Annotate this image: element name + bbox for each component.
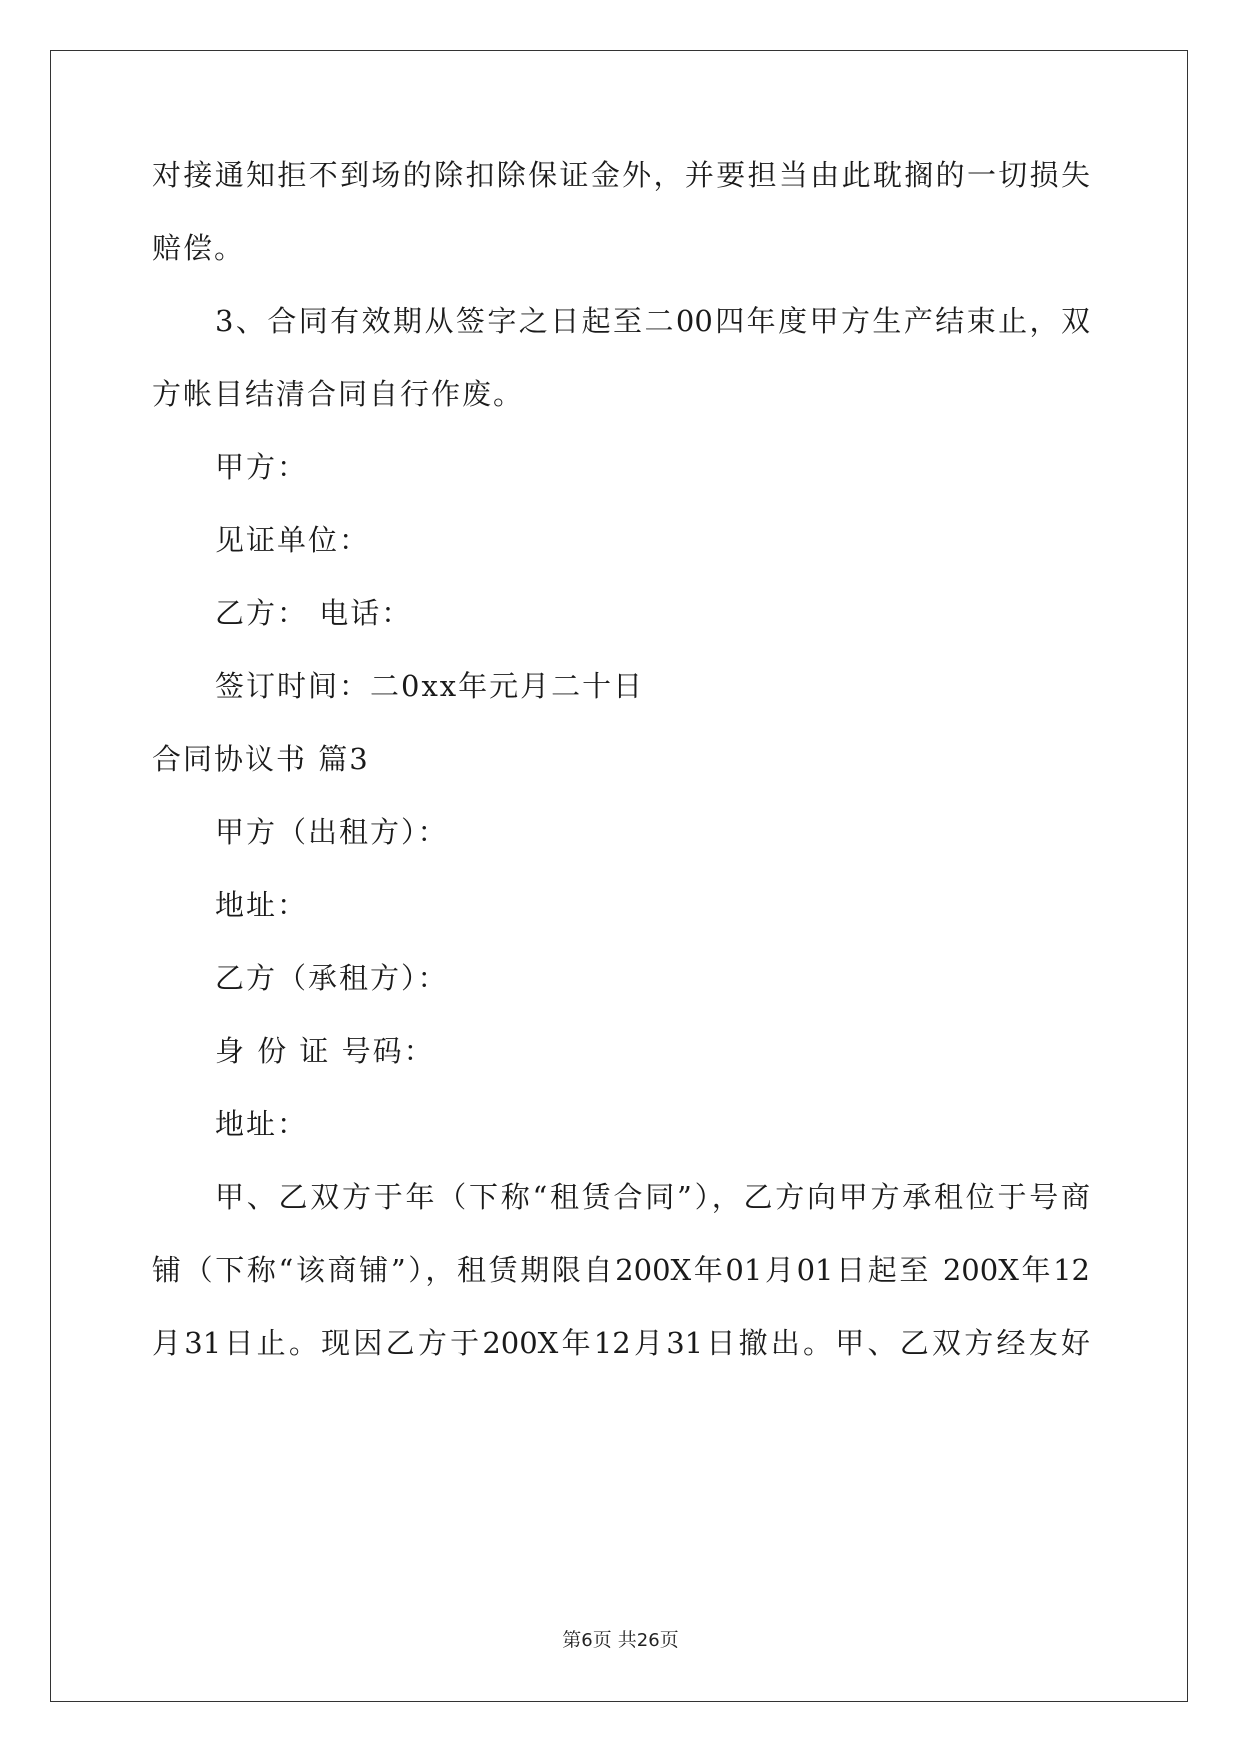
page-footer <box>0 1628 1241 1653</box>
lessor-address-label: 地址： <box>215 888 309 922</box>
signature-party-a: 甲方： <box>215 450 309 484</box>
text-line-2: 赔偿。 <box>152 231 246 265</box>
text-line-16: 铺（下称“该商铺”），租赁期限自200X年01月01日起至 200X年12 <box>152 1253 1090 1287</box>
signature-party-b-phone: 乙方： 电话： <box>215 596 413 630</box>
lessor-label: 甲方（出租方）： <box>215 815 449 849</box>
lessee-address-label: 地址： <box>215 1107 309 1141</box>
section-heading: 合同协议书 篇3 <box>152 742 370 776</box>
footer-page-number: 6 <box>581 1630 593 1651</box>
text-line-1: 对接通知拒不到场的除扣除保证金外，并要担当由此耽搁的一切损失 <box>152 158 1090 192</box>
footer-prefix: 第 <box>562 1629 582 1651</box>
id-number-label: 身 份 证 号码： <box>215 1034 435 1068</box>
page-border <box>50 50 1188 1702</box>
lessee-label: 乙方（承租方）： <box>215 961 449 995</box>
footer-total-pages: 26 <box>636 1630 660 1651</box>
footer-suffix: 页 <box>659 1629 679 1651</box>
text-line-15: 甲、乙双方于年（下称“租赁合同”），乙方向甲方承租位于号商 <box>215 1180 1090 1214</box>
signing-date: 签订时间：二0xx年元月二十日 <box>215 669 645 703</box>
text-line-3: 3、合同有效期从签字之日起至二00四年度甲方生产结束止，双 <box>215 304 1090 338</box>
signature-witness: 见证单位： <box>215 523 371 557</box>
text-line-17: 月31日止。现因乙方于200X年12月31日撤出。甲、乙双方经友好 <box>152 1326 1090 1360</box>
footer-middle: 页 共 <box>592 1629 637 1651</box>
text-line-4: 方帐目结清合同自行作废。 <box>152 377 525 411</box>
